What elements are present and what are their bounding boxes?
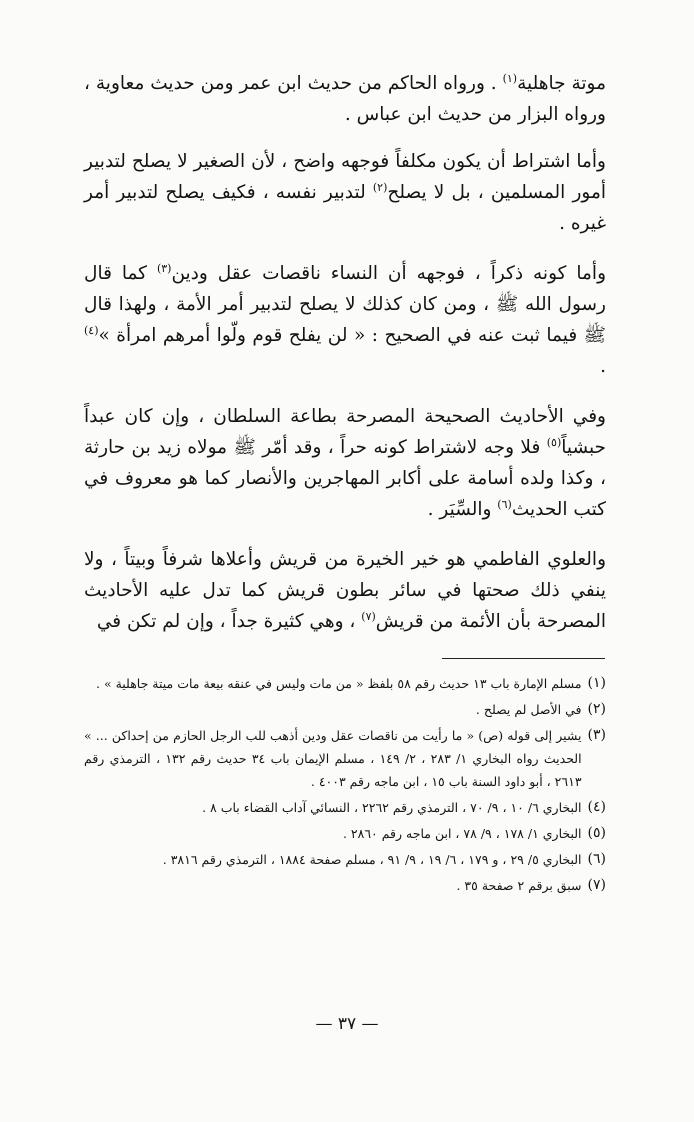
footnote-text: سبق برقم ٢ صفحة ٣٥ . bbox=[456, 878, 582, 893]
footnote-3 bbox=[84, 724, 606, 793]
paragraph-3-text-c: . bbox=[600, 356, 606, 377]
footnote-text: يشير إلى قوله (ص) « ما رأيت من ناقصات عقل ودين أذهب للب الرجل الحازم من إحداكن ... » الحديث رواه البخاري ١/ ٢٨٣ ، ٢/ ١٤٩ ، مسلم الإيمان باب ٣٤ حديث رقم ١٣٢ ، الترمذي رقم ٢٦١٣ ، أبو داود السنة باب ١٥ ، ابن ماجه رقم ٤٠٠٣ . bbox=[84, 728, 582, 789]
footnote-ref-5: (٥) bbox=[546, 435, 562, 449]
paragraph-4-text-b: فلا وجه لاشتراط كونه حراً ، وقد أمّر ﷺ مولاه زيد بن حارثة ، وكذا ولده أسامة على أكابر المهاجرين والأنصار كما هو معروف في كتب الحديث bbox=[84, 437, 606, 520]
footnote-ref-6: (٦) bbox=[497, 497, 512, 511]
paragraph-5-text-a: والعلوي الفاطمي هو خير الخيرة من قريش وأعلاها شرفاً وبيتاً ، ولا ينفي ذلك صحتها في سائر بطون قريش كما تدل عليه الأحاديث المصرحة بأن الأئمة من قريش bbox=[84, 549, 606, 632]
main-text bbox=[84, 68, 606, 656]
paragraph-1-text-a: موتة جاهلية bbox=[517, 73, 606, 94]
footnote-7 bbox=[84, 874, 606, 897]
footnote-number: (٧) bbox=[587, 877, 606, 893]
page-number: — ٣٧ — bbox=[315, 1014, 379, 1034]
footnote-1 bbox=[84, 672, 606, 695]
footnote-text: في الأصل لم يصلح . bbox=[475, 702, 582, 717]
footnote-6 bbox=[84, 848, 606, 871]
footnote-ref-7: (٧) bbox=[361, 609, 376, 623]
footnote-ref-2: (٢) bbox=[372, 180, 388, 194]
footnote-5 bbox=[84, 822, 606, 845]
footnote-ref-4: (٤) bbox=[84, 323, 99, 337]
footnote-separator bbox=[442, 658, 605, 659]
footnote-text: البخاري ٥/ ٢٩ ، و ١٧٩ ، ٦/ ١٩ ، ٩/ ٩١ ، مسلم صفحة ١٨٨٤ ، الترمذي رقم ٣٨١٦ . bbox=[162, 852, 582, 867]
footnotes-section bbox=[84, 672, 606, 900]
footnote-number: (٢) bbox=[587, 701, 606, 717]
footnote-number: (١) bbox=[587, 675, 606, 691]
footnote-number: (٦) bbox=[587, 851, 606, 867]
footnote-ref-1: (١) bbox=[502, 71, 518, 85]
paragraph-5 bbox=[84, 544, 606, 637]
footnote-2 bbox=[84, 698, 606, 721]
footnote-number: (٣) bbox=[587, 727, 606, 743]
paragraph-3-text-b: كما قال رسول الله ﷺ ، ومن كان كذلك لا يصلح لتدبير أمر الأمة ، ولهذا قال ﷺ فيما ثبت عنه في الصحيح : « لن يفلح قوم ولّوا أمرهم امرأة » bbox=[84, 263, 606, 346]
paragraph-2-text-a: وأما اشتراط أن يكون مكلفاً فوجهه واضح ، لأن الصغير لا يصلح لتدبير أمور المسلمين ، بل لا يصلح bbox=[84, 151, 606, 203]
paragraph-3-text-a: وأما كونه ذكراً ، فوجهه أن النساء ناقصات عقل ودين bbox=[171, 263, 606, 284]
paragraph-1 bbox=[84, 68, 606, 130]
footnote-number: (٤) bbox=[587, 799, 606, 815]
paragraph-4 bbox=[84, 401, 606, 525]
footnote-4 bbox=[84, 796, 606, 819]
paragraph-1-text-b: . ورواه الحاكم من حديث ابن عمر ومن حديث معاوية ، ورواه البزار من حديث ابن عباس . bbox=[84, 73, 606, 125]
paragraph-2-text-b: لتدبير نفسه ، فكيف يصلح لتدبير أمر غيره . bbox=[84, 182, 606, 234]
footnote-ref-3: (٣) bbox=[156, 261, 172, 275]
paragraph-2 bbox=[84, 146, 606, 239]
paragraph-4-text-c: والسِّيَر . bbox=[427, 499, 498, 520]
footnote-text: البخاري ١/ ١٧٨ ، ٩/ ٧٨ ، ابن ماجه رقم ٢٨٦٠ . bbox=[342, 826, 582, 841]
paragraph-5-text-b: ، وهي كثيرة جداً ، وإن لم تكن في bbox=[96, 611, 362, 632]
paragraph-3 bbox=[84, 258, 606, 382]
footnote-number: (٥) bbox=[587, 825, 606, 841]
paragraph-4-text-a: وفي الأحاديث الصحيحة المصرحة بطاعة السلطان ، وإن كان عبداً حبشياً bbox=[84, 406, 606, 458]
footnote-text: مسلم الإمارة باب ١٣ حديث رقم ٥٨ بلفظ « من مات وليس في عنقه بيعة مات ميتة جاهلية » . bbox=[96, 676, 582, 691]
footnote-text: البخاري ٦/ ١٠ ، ٩/ ٧٠ ، الترمذي رقم ٢٢٦٢ ، النسائي آداب القضاء باب ٨ . bbox=[202, 800, 582, 815]
